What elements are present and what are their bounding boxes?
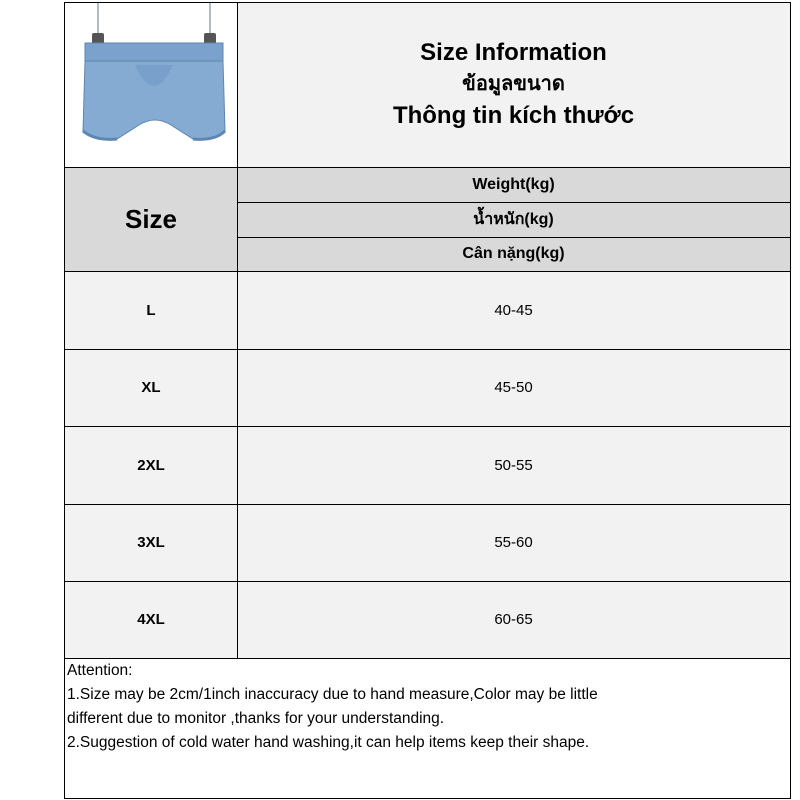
weight-cell: 40-45 (237, 271, 790, 349)
size-cell: 4XL (65, 581, 237, 658)
title-thai: ข้อมูลขนาด (462, 73, 565, 95)
weight-header-vi: Cân nặng(kg) (237, 237, 790, 271)
grid-divider (237, 3, 238, 658)
notes-heading: Attention: (67, 662, 133, 679)
weight-header-en: Weight(kg) (237, 167, 790, 202)
title-vietnamese: Thông tin kích thước (392, 102, 635, 129)
weight-header-th: น้ำหนัก(kg) (237, 202, 790, 237)
boxer-briefs-image (65, 3, 237, 167)
product-image-cell (65, 3, 237, 167)
weight-cell: 55-60 (237, 504, 790, 581)
grid-divider (237, 202, 790, 203)
title-english: Size Information (420, 39, 607, 66)
note-line: 1.Size may be 2cm/1inch inaccuracy due to hand measure,Color may be little (67, 686, 598, 703)
size-cell: 3XL (65, 504, 237, 581)
note-line: 2.Suggestion of cold water hand washing,it can help items keep their shape. (67, 734, 590, 751)
grid-divider (65, 167, 790, 168)
size-column-header: Size (65, 167, 237, 271)
title-block (237, 3, 790, 167)
attention-notes (67, 659, 787, 755)
weight-cell: 50-55 (237, 426, 790, 504)
grid-divider (65, 349, 790, 350)
weight-cell: 45-50 (237, 349, 790, 426)
size-cell: L (65, 271, 237, 349)
note-line: different due to monitor ,thanks for your understanding. (67, 710, 445, 727)
grid-divider (65, 504, 790, 505)
size-cell: 2XL (65, 426, 237, 504)
size-cell: XL (65, 349, 237, 426)
grid-divider (65, 271, 790, 272)
grid-divider (237, 237, 790, 238)
grid-divider (65, 426, 790, 427)
grid-divider (65, 581, 790, 582)
size-chart-sheet (64, 2, 791, 799)
weight-cell: 60-65 (237, 581, 790, 658)
